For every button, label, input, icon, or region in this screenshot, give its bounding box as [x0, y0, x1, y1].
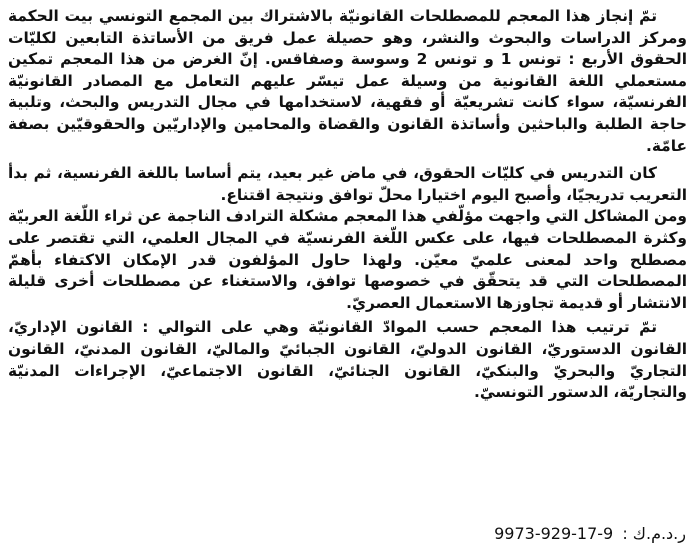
paragraph-introduction: تمّ إنجاز هذا المعجم للمصطلحات القانونيّة بالاشتراك بين المجمع التونسي بيت الحكمة ومركز الدراسات والبحوث والنشر، وهو حصيلة عمل فريق من الأساتذة التابعين لكليّات الحقوق الأربع : تونس 1 و تونس 2 وسوسة وصفاقس. إنّ الغرض من هذا المعجم تمكين مستعملي اللغة القانونية من وسيلة عمل تيسّر عليهم التعامل مع المصادر القانونيّة الفرنسيّة، سواء كانت تشريعيّة أو فقهية، لاستخدامها في مجال التدريس والبحث، وتلبية حاجة الطلبة والباحثين وأساتذة القانون والقضاة والمحامين والإداريّين والحقوقيّين بصفة عامّة.: [8, 7, 687, 155]
isbn-label: ر.د.م.ك :: [622, 524, 686, 543]
isbn-line: [494, 524, 686, 543]
paragraph-dictionary-order: تمّ ترتيب هذا المعجم حسب الموادّ القانونيّة وهي على التوالي : القانون الإداريّ، القانون الدستوريّ، القانون الدوليّ، القانون الجبائيّ والماليّ، القانون المدنيّ، القانون التجاريّ والبحريّ والبنكيّ، القانون الجنائيّ، القانون الاجتماعيّ، الإجراءات المدنيّة والتجاريّة، الدستور التونسيّ.: [8, 318, 687, 402]
paragraph-teaching-language: كان التدريس في كليّات الحقوق، في ماض غير بعيد، يتم أساسا باللغة الفرنسية، ثم بدأ التعريب تدريجيّا، وأصبح اليوم اختيارا محلّ توافق ونتيجة اقتناع.: [8, 164, 687, 204]
paragraph-synonymy-problem: ومن المشاكل التي واجهت مؤلّفي هذا المعجم مشكلة الترادف الناجمة عن ثراء اللّغة العربيّة وكثرة المصطلحات فيها، على عكس اللّغة الفرنسيّة في المجال العلمي، التي تقتصر على مصطلح واحد لمعنى علميّ معيّن. ولهذا حاول المؤلفون قدر الإمكان الاكتفاء بأهمّ المصطلحات التي قد يتحقّق في خصوصها توافق، والاستغناء عن مصطلحات أخرى قليلة الانتشار أو قديمة تجاوزها الاستعمال العصريّ.: [8, 207, 687, 312]
isbn-number: 9973-929-17-9: [494, 524, 614, 543]
